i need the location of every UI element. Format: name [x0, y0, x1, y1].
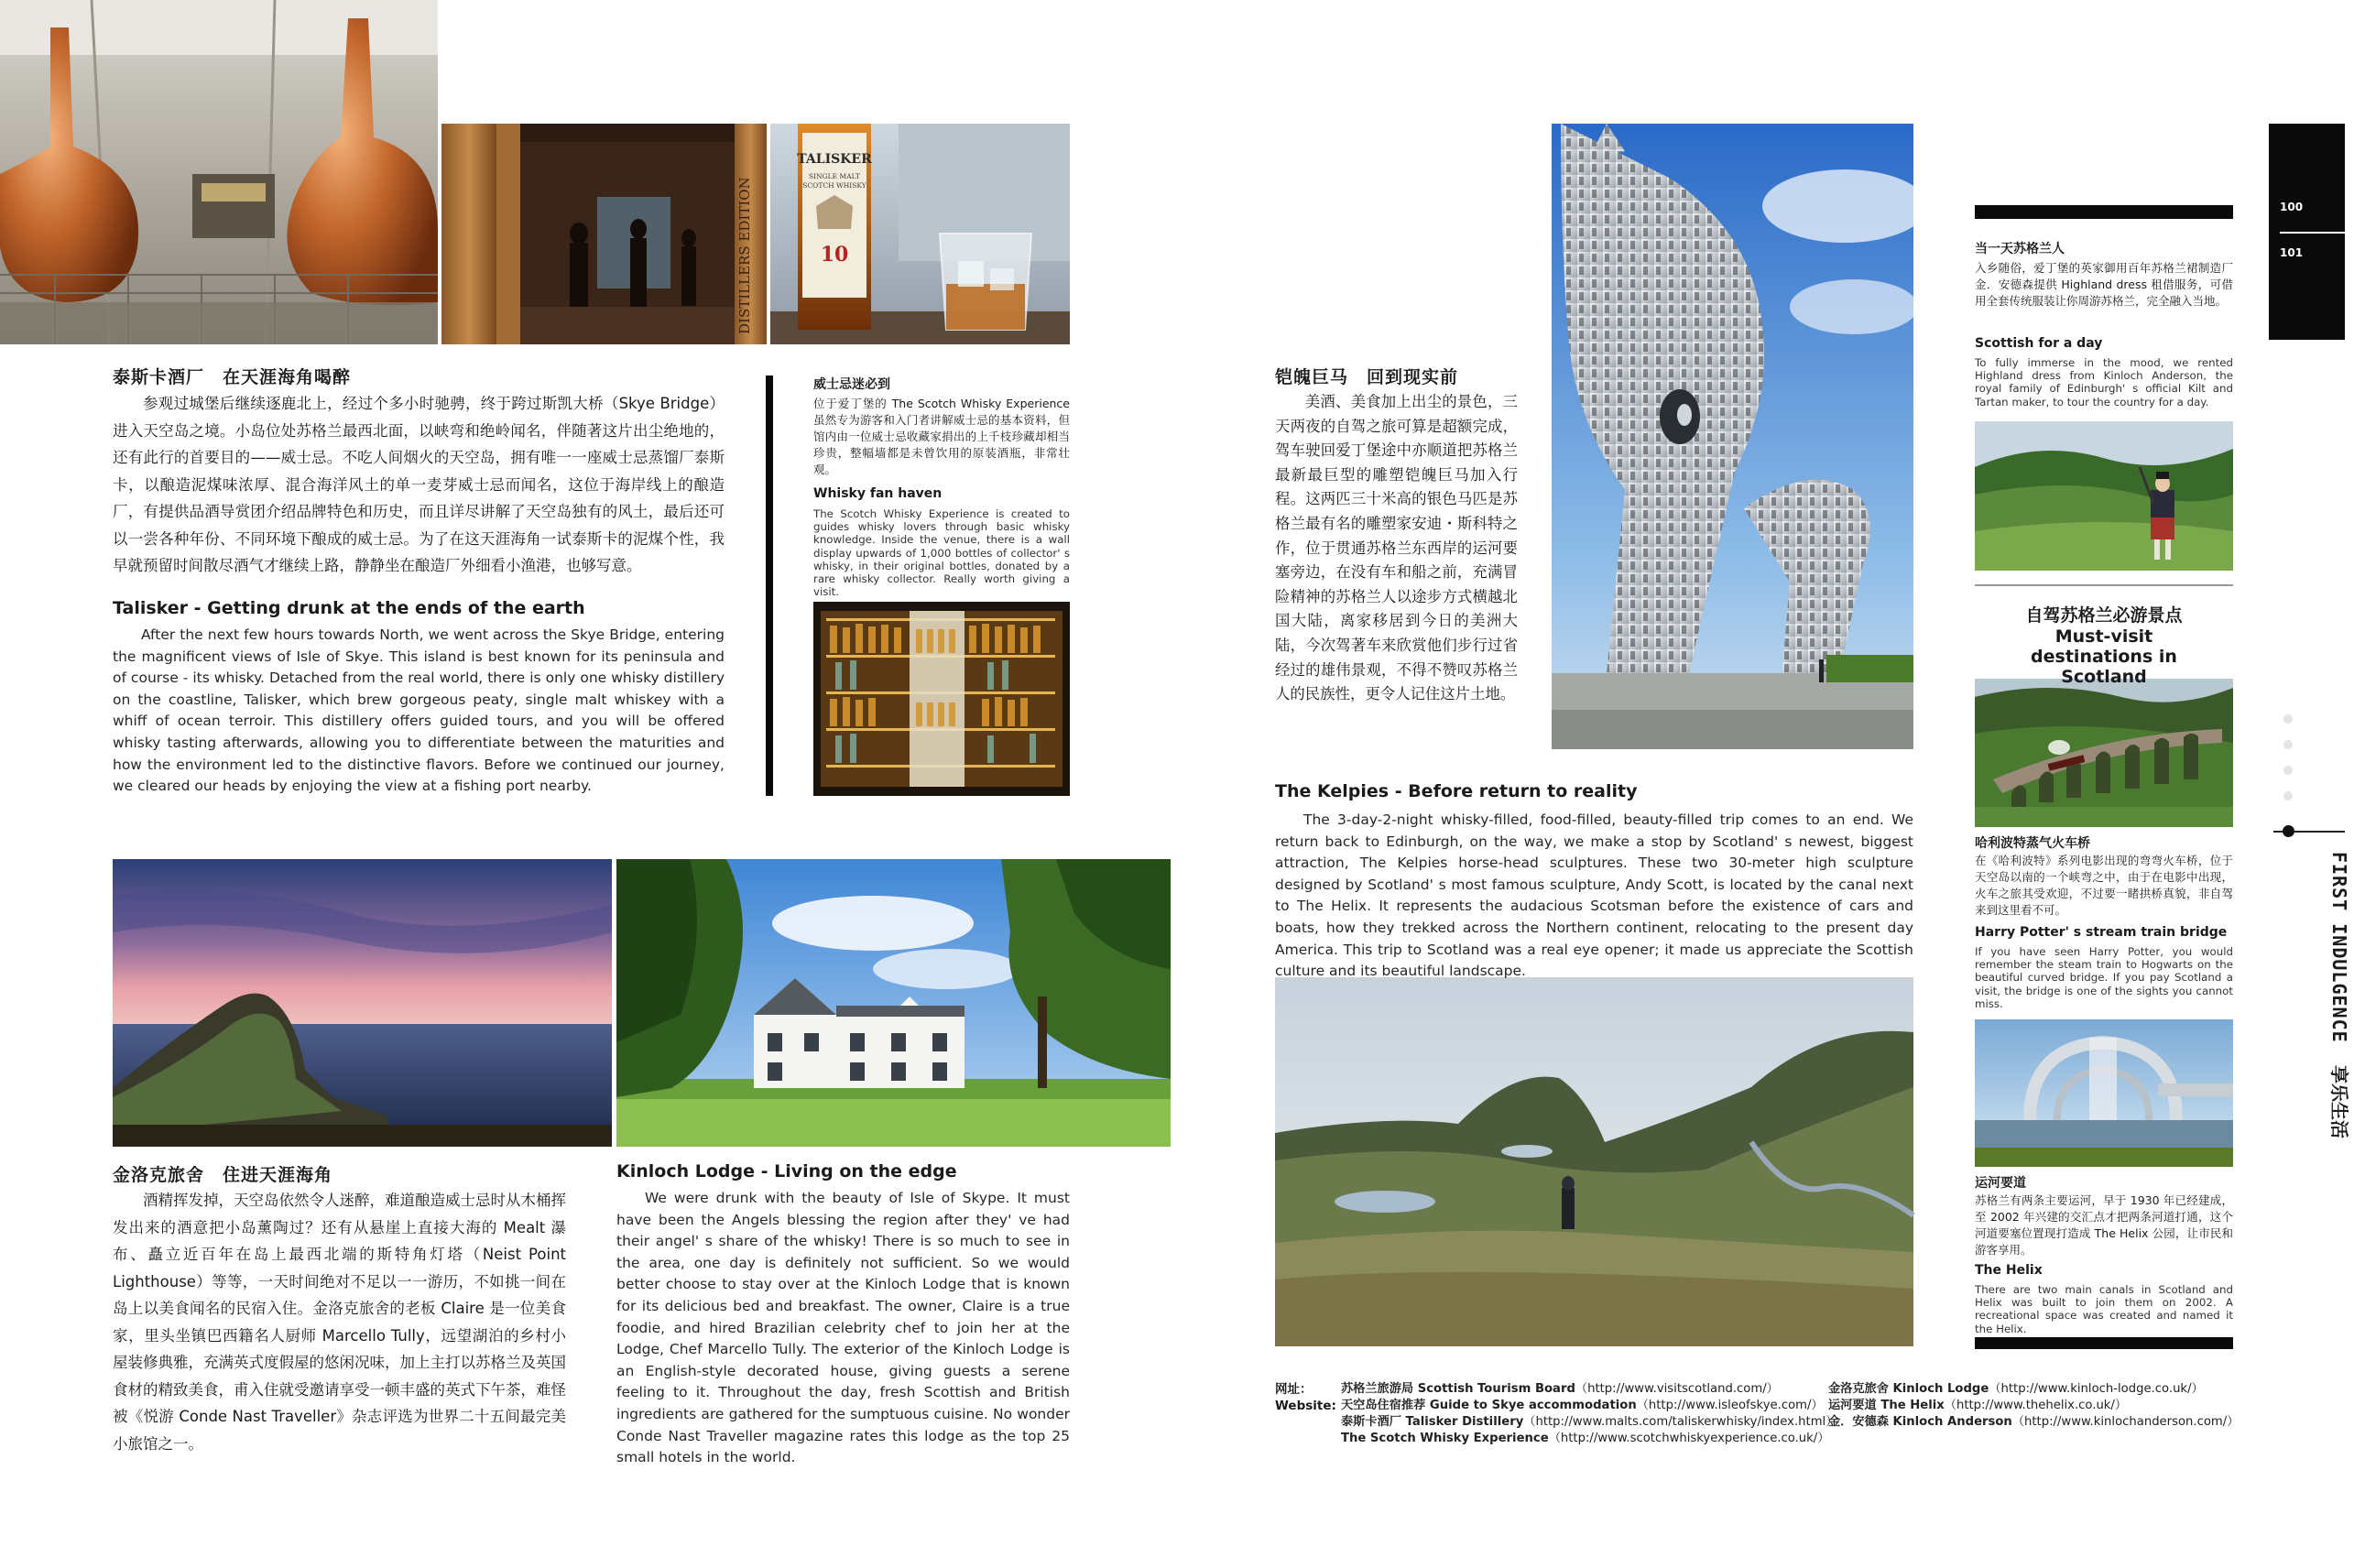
- whisky-box-rule: [766, 376, 773, 796]
- website-item[interactable]: [1828, 1381, 2239, 1398]
- scottish-day-body-zh: 入乡随俗，爱丁堡的英家御用百年苏格兰裙制造厂金．安德森提供 Highland dress 租借服务，可借用全套传统服装让你周游苏格兰，完全融入当地。: [1975, 261, 2233, 308]
- website-url: （http://www.thehelix.co.uk/）: [1944, 1399, 2128, 1412]
- nav-dot-1: [2283, 714, 2293, 724]
- whisky-box-title-en: Whisky fan haven: [813, 486, 943, 501]
- helix-title-zh: 运河要道: [1975, 1176, 2026, 1191]
- harry-potter-body-en: If you have seen Harry Potter, you would remember the steam train to Hogwarts on the beautiful curved bridge. If you pay Scotland a visit, the bridge is one of the sights you cannot miss.: [1975, 945, 2233, 1010]
- helix-title-en: The Helix: [1975, 1263, 2043, 1278]
- photo-kelpies: [1552, 124, 1913, 749]
- helix-body-en: There are two main canals in Scotland and Helix was built to join them on 2002. A recreational space was created and named it the Helix.: [1975, 1283, 2233, 1335]
- bottle-line1: SINGLE MALT: [809, 172, 860, 180]
- website-name: 苏格兰旅游局 Scottish Tourism Board: [1341, 1382, 1575, 1396]
- page-number-tab: [2269, 124, 2345, 340]
- harry-potter-title-zh: 哈利波特蒸气火车桥: [1975, 836, 2090, 851]
- nav-dot-4: [2283, 791, 2293, 800]
- talisker-title-en: Talisker - Getting drunk at the ends of the earth: [113, 598, 585, 618]
- photo-neist-point: [113, 859, 612, 1147]
- whisky-box-body-zh: 位于爱丁堡的 The Scotch Whisky Experience 虽然专为游客和入门者讲解威士忌的基本资料，但馆内由一位威士忌收藏家捐出的上千枝珍藏却相当珍贵，整幅墙都是未曾饮用的原装酒瓶，非常壮观。: [813, 397, 1070, 476]
- must-visit-title-en: Must-visit destinations in Scotland: [2031, 626, 2177, 687]
- section-tab-en: FIRST INDULGENCE: [2328, 852, 2350, 1043]
- photo-quiraing: [1275, 977, 1913, 1346]
- section-tab-label: [2317, 852, 2354, 1139]
- website-name: The Scotch Whisky Experience: [1341, 1432, 1549, 1445]
- website-name: 运河要道 The Helix: [1828, 1399, 1945, 1412]
- photo-talisker-bottle: [770, 124, 1070, 344]
- kelpies-title-zh: 铠魄巨马 回到现实前: [1275, 367, 1459, 387]
- right-divider-1: [1975, 584, 2233, 586]
- bottle-line2: SCOTCH WHISKY: [802, 181, 866, 190]
- talisker-title-zh: 泰斯卡酒厂 在天涯海角喝醉: [113, 367, 352, 387]
- kinloch-title-zh: 金洛克旅舍 住进天涯海角: [113, 1165, 333, 1185]
- kinloch-title-en: Kinloch Lodge - Living on the edge: [616, 1161, 957, 1181]
- helix-body-zh: 苏格兰有两条主要运河，早于 1930 年已经建成，至 2002 年兴建的交汇点才把两条河道打通，这个河道要塞位置现打造成 The Helix 公园，让市民和游客享用。: [1975, 1193, 2233, 1257]
- page-number-100: 100: [2280, 201, 2304, 213]
- website-label-en: Website:: [1275, 1399, 1336, 1413]
- website-name: 金洛克旅舍 Kinloch Lodge: [1828, 1382, 1989, 1396]
- website-name: 天空岛住宿推荐 Guide to Skye accommodation: [1341, 1399, 1637, 1412]
- scottish-day-body-en: To fully immerse in the mood, we rented Highland dress from Kinloch Anderson, the royal family of Edinburgh' s official Kilt and Tartan maker, to tour the country for a day.: [1975, 356, 2233, 408]
- website-url: （http://www.malts.com/taliskerwhisky/index.html）: [1523, 1415, 1838, 1429]
- barrel-text: DISTILLERS EDITION: [736, 177, 753, 334]
- nav-dot-active: [2283, 825, 2294, 837]
- kelpies-title-en: The Kelpies - Before return to reality: [1275, 781, 1638, 801]
- website-list-col2: [1828, 1381, 2239, 1431]
- photo-barrel-room: [441, 124, 767, 344]
- website-url: （http://www.kinloch-lodge.co.uk/）: [1989, 1382, 2204, 1396]
- must-visit-title-zh: 自驾苏格兰必游景点: [2025, 605, 2183, 626]
- nav-dot-2: [2283, 740, 2293, 749]
- bottom-right-rule: [1975, 1337, 2233, 1349]
- website-item[interactable]: [1828, 1414, 2239, 1431]
- harry-potter-body-zh: 在《哈利波特》系列电影出现的弯弯火车桥，位于天空岛以南的一个峡弯之中，由于在电影中出现，火车之旅其受欢迎，不过要一睹拱桥真貌，非自驾来到这里看不可。: [1975, 854, 2233, 917]
- top-right-rule: [1975, 205, 2233, 219]
- bottle-brand: TALISKER: [797, 152, 872, 167]
- whisky-box-title-zh: 威士忌迷必到: [813, 377, 890, 392]
- website-item[interactable]: [1341, 1414, 1837, 1431]
- website-url: （http://www.isleofskye.com/）: [1636, 1399, 1824, 1412]
- talisker-body-zh: 参观过城堡后继续逐鹿北上，经过个多小时驰骋，终于跨过斯凯大桥（Skye Bridge）进入天空岛之境。小岛位处苏格兰最西北面，以峡弯和绝岭闻名，伴随著这片出尘绝地的，还有此行的首要目的——威士忌。不吃人间烟火的天空岛，拥有唯一一座威士忌蒸馏厂泰斯卡，以酿造泥煤味浓厚、混合海洋风土的单一麦芽威士忌而闻名，这位于海岸线上的酿造厂，有提供品酒导赏团介绍品牌特色和历史，而且详尽讲解了天空岛独有的风土，最后还可以一尝各种年份、不同环境下酿成的威士忌。为了在这天涯海角一试泰斯卡的泥煤个性，我早就预留时间散尽酒气才继续上路，静静坐在酿造厂外细看小渔港，也够写意。: [113, 395, 725, 574]
- website-name: 泰斯卡酒厂 Talisker Distillery: [1341, 1415, 1524, 1429]
- website-item[interactable]: [1341, 1398, 1837, 1414]
- photo-kinloch-lodge: [616, 859, 1171, 1147]
- website-item[interactable]: [1341, 1431, 1837, 1447]
- website-list-col1: [1341, 1381, 1837, 1447]
- page-number-101: 101: [2280, 246, 2304, 259]
- nav-dot-3: [2283, 766, 2293, 775]
- kelpies-body-zh: 美酒、美食加上出尘的景色，三天两夜的自驾之旅可算是超额完成，驾车驶回爱丁堡途中亦顺道把苏格兰最新最巨型的雕塑铠魄巨马加入行程。这两匹三十米高的银色马匹是苏格兰最有名的雕塑家安迪・斯科特之作，位于贯通苏格兰东西岸的运河要塞旁边，在没有车和船之前，充满冒险精神的苏格兰人以途步方式横越北国大陆，离家移居到今日的美洲大陆，今次驾著车来欣赏他们步行过省经过的雄伟景观，不得不赞叹苏格兰人的民族性，更令人记住这片土地。: [1275, 393, 1518, 703]
- scottish-day-title-en: Scottish for a day: [1975, 336, 2103, 351]
- kinloch-body-zh: 酒精挥发掉，天空岛依然令人迷醉，难道酿造威士忌时从木桶挥发出来的酒意把小岛薰陶过？还有从悬崖上直接大海的 Mealt 瀑布、矗立近百年在岛上最西北端的斯特角灯塔（Neist Point Lighthouse）等等，一天时间绝对不足以一一游历，不如挑一间在岛上以美食闻名的民宿入住。金洛克旅舍的老板 Claire 是一位美食家，里头坐镇巴西籍名人厨师 Marcello Tully，远望湖泊的乡村小屋装修典雅，充满英式度假屋的悠闲况味，加上主打以苏格兰及英国食材的精致美食，甫入住就受邀请享受一顿丰盛的英式下午茶，难怪被《悦游 Conde Nast Traveller》杂志评选为世界二十五间最完美小旅馆之一。: [113, 1192, 566, 1453]
- website-url: （http://www.scotchwhiskyexperience.co.uk/）: [1548, 1432, 1830, 1445]
- website-labels: [1275, 1381, 1336, 1414]
- website-url: （http://www.kinlochanderson.com/）: [2011, 1415, 2240, 1429]
- photo-glenfinnan-viaduct: [1975, 679, 2233, 827]
- kinloch-body-en: We were drunk with the beauty of Isle of Skype. It must have been the Angels blessing the region after they' ve had their angel' s share of the whisky! There is so much to see in the area, one day is definitely not sufficient. So we would better choose to stay over at the Kinloch Lodge that is known for its delicious bed and breakfast. The owner, Claire is a true foodie, and hired Brazilian celebrity chef to join her at the Lodge, Chef Marcello Tully. The exterior of the Kinloch Lodge is an English-style decorated house, giving guests a serene feeling to it. Throughout the day, fresh Scottish and British ingredients are gathered for the sumptuous cuisine. No wonder Conde Nast Traveller magazine rates this lodge as the top 25 small hotels in the world.: [616, 1190, 1070, 1466]
- harry-potter-title-en: Harry Potter' s stream train bridge: [1975, 925, 2228, 940]
- website-item[interactable]: [1828, 1398, 2239, 1414]
- kelpies-body-en: The 3-day-2-night whisky-filled, food-filled, beauty-filled trip comes to an end. We return back to Edinburgh, on the way, we make a stop by Scotland' s newest, biggest attraction, The Kelpies horse-head sculptures. These two 30-meter high sculpture designed by Scotland' s most famous sculpture, Andy Scott, is located by the canal next to The Helix. It represents the audacious Scotsman before the existence of cars and boats, how they trekked across the Northern continent, relocating to the present day America. This trip to Scotland was a real eye opener; it made us appreciate the Scottish culture and its beautiful landscape.: [1275, 811, 1913, 980]
- talisker-body-en: After the next few hours towards North, we went across the Skye Bridge, entering the magnificent views of Isle of Skye. This island is best known for its peninsula and of course - its whisky. Detached from the real world, there is only one whisky distillery on the coastline, Talisker, which brew gorgeous peaty, single malt whiskey with a whiff of ocean terroir. This distillery offers guided tours, and you will be offered whisky tasting afterwards, allowing you to differentiate between the maturities and how the environment led to the distinctive flavors. Before we continued our journey, we cleared our heads by enjoying the view at a fishing port nearby.: [113, 626, 725, 795]
- website-name: 金．安德森 Kinloch Anderson: [1828, 1415, 2012, 1429]
- website-url: （http://www.visitscotland.com/）: [1575, 1382, 1779, 1396]
- website-item[interactable]: [1341, 1381, 1837, 1398]
- bottle-age: 10: [820, 243, 849, 267]
- section-tab-zh: 享乐生活: [2328, 1065, 2350, 1139]
- must-visit-heading: [1975, 604, 2233, 687]
- photo-copper-stills: [0, 0, 438, 344]
- page-number-divider: [2280, 232, 2345, 234]
- scottish-day-title-zh: 当一天苏格兰人: [1975, 242, 2065, 256]
- whisky-box-body-en: The Scotch Whisky Experience is created to guides whisky lovers through basic whisky knowledge. Inside the venue, there is a wall display upwards of 1,000 bottles of collector' s whisky, in their original bottles, donated by a rare whisky collector. Really worth giving a visit.: [813, 507, 1070, 599]
- website-label-zh: 网址：: [1275, 1382, 1313, 1397]
- photo-helix-wheel: [1975, 1019, 2233, 1167]
- photo-piper: [1975, 421, 2233, 571]
- photo-whisky-wall: [813, 602, 1070, 796]
